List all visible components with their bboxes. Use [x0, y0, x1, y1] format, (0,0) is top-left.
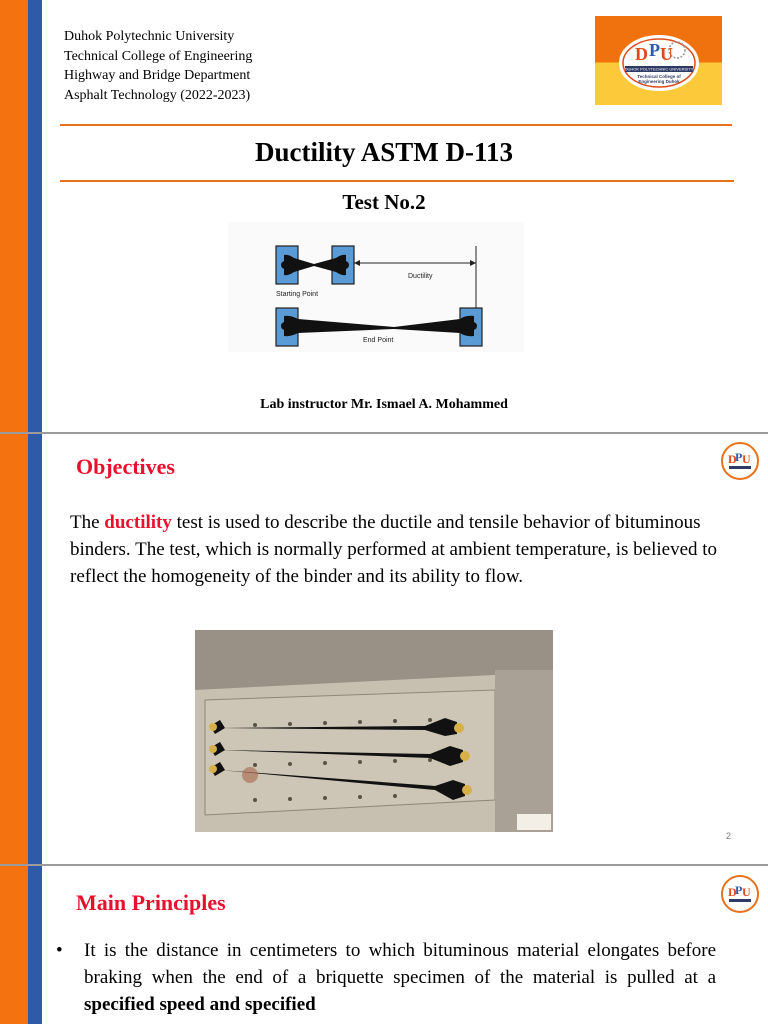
svg-text:D: D [728, 452, 737, 466]
header-line: Duhok Polytechnic University [64, 29, 235, 44]
svg-text:P: P [649, 40, 660, 60]
svg-text:Engineering Duhok: Engineering Duhok [638, 79, 680, 84]
principle-bullet [56, 937, 716, 1018]
college-logo-emblem [595, 16, 722, 105]
page-number: 2 [726, 831, 732, 841]
svg-text:U: U [742, 452, 751, 466]
slide-title-text: Ductility ASTM D-113 [254, 137, 513, 167]
svg-text:DUHOK POLYTECHNIC UNIVERSITY: DUHOK POLYTECHNIC UNIVERSITY [624, 66, 694, 72]
header-line: Asphalt Technology (2022-2023) [64, 87, 251, 103]
label-starting-point: Starting Point [276, 291, 319, 298]
ductility-diagram-svg [228, 222, 524, 352]
label-end-point: End Point [363, 337, 394, 344]
institution-header [64, 27, 252, 105]
lab-instructor: Lab instructor Mr. Ismael A. Mohammed [260, 397, 508, 412]
slide-objectives [0, 434, 768, 864]
ductility-diagram [228, 222, 524, 352]
svg-text:U: U [660, 44, 673, 64]
svg-text:D: D [728, 885, 737, 899]
slide-main-principles [0, 866, 768, 1024]
svg-text:P: P [735, 450, 743, 464]
keyword-ductility: ductility [104, 512, 172, 533]
bullet-text: It is the distance in centimeters to which bituminous material elongates before braking when the end of a briquette specimen of the material is pulled at a specified speed and specified [84, 940, 716, 1015]
bullet-dot: • [56, 940, 63, 961]
objectives-paragraph: The ductility test is used to describe the ductile and tensile behavior of bituminous binders. The test, which is normally performed at ambient temperature, is believed to reflect the homogeneity of the binder and its ability to flow. [70, 512, 718, 587]
objectives-heading: Objectives [76, 454, 175, 479]
left-orange-bar [0, 0, 28, 432]
label-ductility: Ductility [408, 273, 433, 280]
small-college-logo [720, 874, 760, 914]
title-rule-top [60, 124, 732, 126]
ductility-test-photo [195, 630, 553, 832]
left-orange-bar [0, 866, 28, 1024]
small-college-logo [720, 441, 760, 481]
main-principles-heading: Main Principles [76, 890, 226, 915]
svg-text:D: D [635, 44, 648, 64]
left-blue-bar [28, 0, 42, 432]
svg-text:P: P [735, 883, 743, 897]
title-rule-bottom [60, 180, 734, 182]
svg-text:Technical College of: Technical College of [637, 74, 681, 79]
left-blue-bar [28, 434, 42, 864]
slide-title [0, 0, 768, 432]
left-blue-bar [28, 866, 42, 1024]
header-line: Technical College of Engineering [64, 48, 253, 64]
left-orange-bar [0, 434, 28, 864]
svg-text:U: U [742, 885, 751, 899]
test-number: Test No.2 [342, 190, 426, 214]
header-line: Highway and Bridge Department [64, 68, 251, 83]
college-logo [595, 16, 722, 105]
